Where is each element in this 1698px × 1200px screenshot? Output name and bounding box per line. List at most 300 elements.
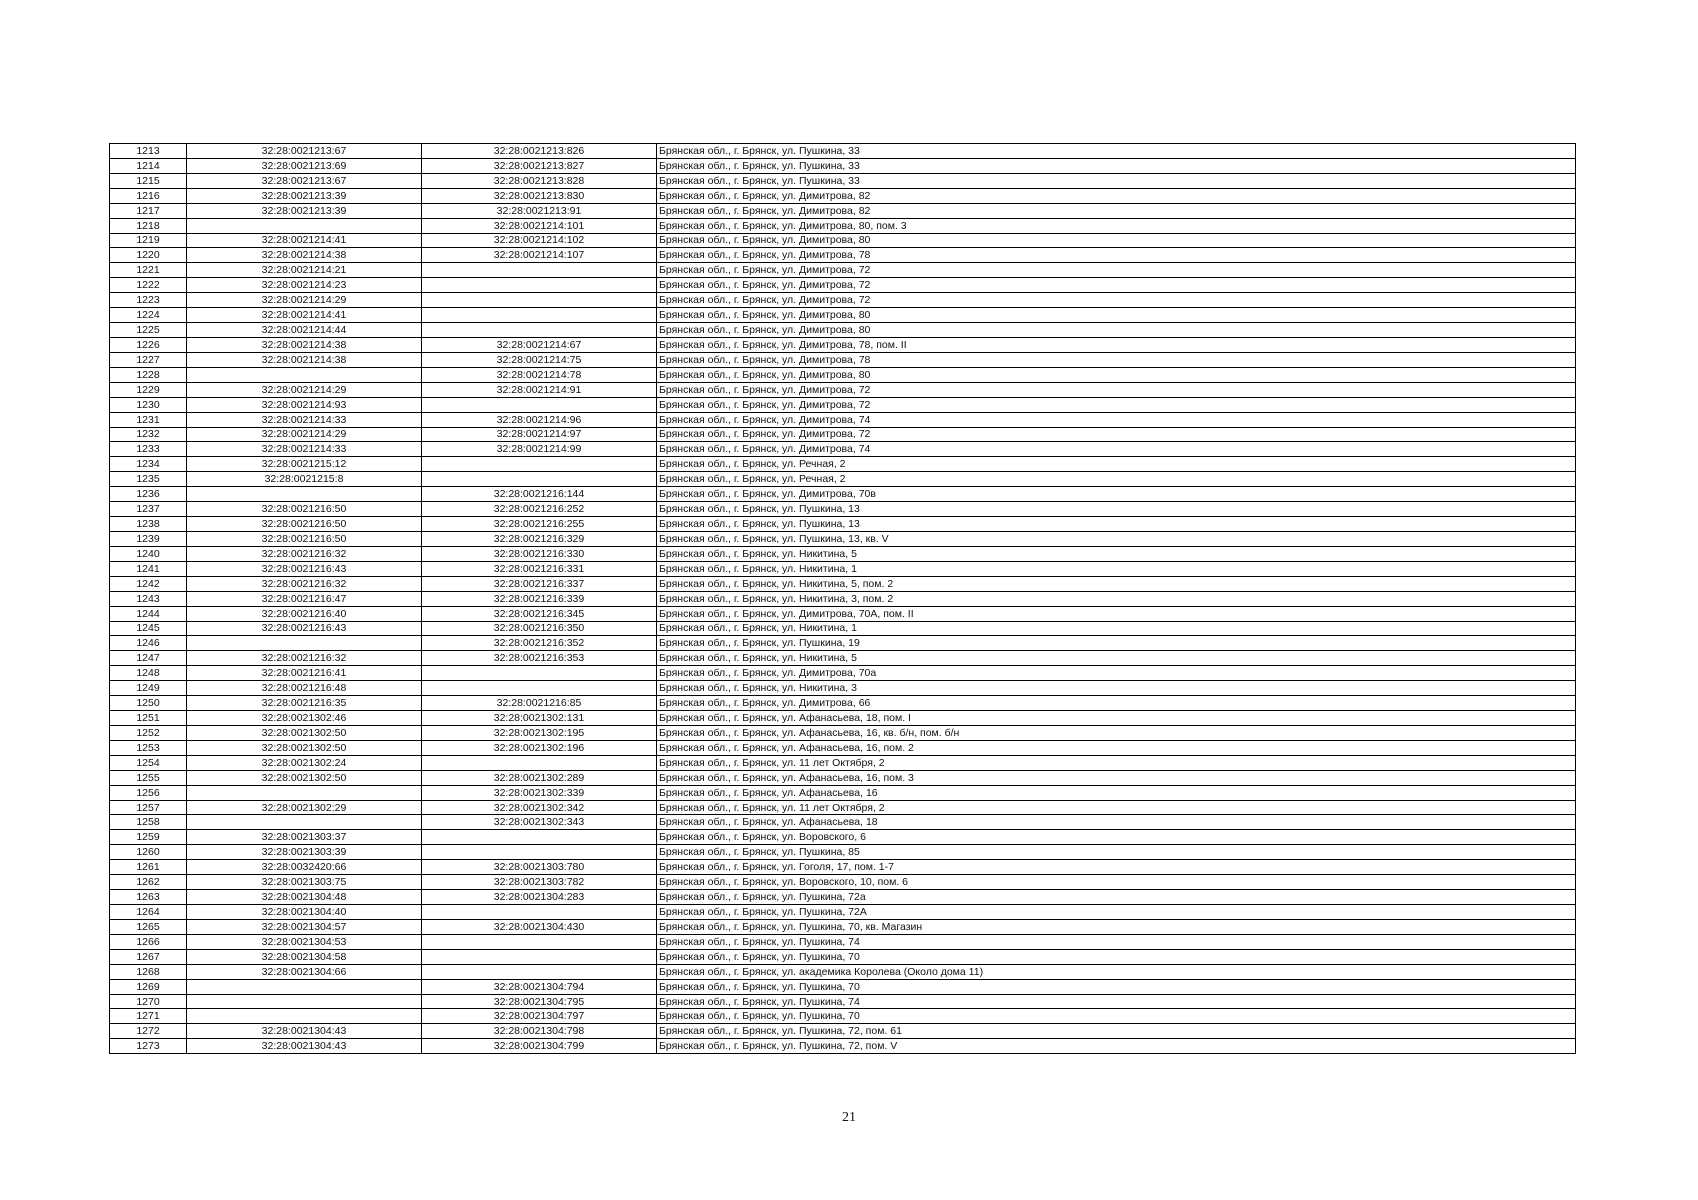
parcel-number-cell: 32:28:0021304:66 bbox=[187, 964, 422, 979]
parcel-number-cell: 32:28:0021214:44 bbox=[187, 323, 422, 338]
parcel-number-cell bbox=[187, 487, 422, 502]
table-row bbox=[110, 785, 1576, 800]
table-row bbox=[110, 487, 1576, 502]
parcel-number-cell: 32:28:0021216:32 bbox=[187, 576, 422, 591]
row-number-cell: 1252 bbox=[110, 725, 187, 740]
address-cell: Брянская обл., г. Брянск, ул. Пушкина, 13, кв. V bbox=[657, 531, 1576, 546]
table-row bbox=[110, 337, 1576, 352]
address-cell: Брянская обл., г. Брянск, ул. Пушкина, 74 bbox=[657, 994, 1576, 1009]
object-number-cell: 32:28:0021302:343 bbox=[422, 815, 657, 830]
object-number-cell: 32:28:0021216:345 bbox=[422, 606, 657, 621]
object-number-cell bbox=[422, 472, 657, 487]
address-cell: Брянская обл., г. Брянск, ул. Димитрова, 70а bbox=[657, 666, 1576, 681]
address-cell: Брянская обл., г. Брянск, ул. Димитрова, 70А, пом. II bbox=[657, 606, 1576, 621]
parcel-number-cell: 32:28:0021214:41 bbox=[187, 308, 422, 323]
object-number-cell: 32:28:0021214:67 bbox=[422, 337, 657, 352]
row-number-cell: 1233 bbox=[110, 442, 187, 457]
row-number-cell: 1271 bbox=[110, 1009, 187, 1024]
object-number-cell: 32:28:0021302:196 bbox=[422, 740, 657, 755]
parcel-number-cell: 32:28:0021214:33 bbox=[187, 412, 422, 427]
object-number-cell: 32:28:0021304:795 bbox=[422, 994, 657, 1009]
object-number-cell bbox=[422, 845, 657, 860]
address-cell: Брянская обл., г. Брянск, ул. Димитрова, 82 bbox=[657, 203, 1576, 218]
table-row bbox=[110, 233, 1576, 248]
table-row bbox=[110, 606, 1576, 621]
object-number-cell: 32:28:0021302:195 bbox=[422, 725, 657, 740]
object-number-cell bbox=[422, 934, 657, 949]
parcel-number-cell bbox=[187, 218, 422, 233]
table-row bbox=[110, 442, 1576, 457]
parcel-number-cell: 32:28:0021214:33 bbox=[187, 442, 422, 457]
parcel-number-cell: 32:28:0021302:24 bbox=[187, 755, 422, 770]
table-row bbox=[110, 800, 1576, 815]
parcel-number-cell bbox=[187, 994, 422, 1009]
address-cell: Брянская обл., г. Брянск, ул. Пушкина, 70, кв. Магазин bbox=[657, 919, 1576, 934]
address-cell: Брянская обл., г. Брянск, ул. Димитрова, 72 bbox=[657, 278, 1576, 293]
parcel-number-cell bbox=[187, 815, 422, 830]
address-cell: Брянская обл., г. Брянск, ул. Пушкина, 33 bbox=[657, 173, 1576, 188]
parcel-number-cell: 32:28:0021213:39 bbox=[187, 188, 422, 203]
row-number-cell: 1268 bbox=[110, 964, 187, 979]
row-number-cell: 1256 bbox=[110, 785, 187, 800]
address-cell: Брянская обл., г. Брянск, ул. Никитина, 5 bbox=[657, 651, 1576, 666]
object-number-cell: 32:28:0021214:102 bbox=[422, 233, 657, 248]
row-number-cell: 1225 bbox=[110, 323, 187, 338]
parcel-number-cell: 32:28:0021214:23 bbox=[187, 278, 422, 293]
address-cell: Брянская обл., г. Брянск, ул. Димитрова, 74 bbox=[657, 412, 1576, 427]
table-row bbox=[110, 591, 1576, 606]
address-cell: Брянская обл., г. Брянск, ул. Димитрова, 82 bbox=[657, 188, 1576, 203]
parcel-number-cell: 32:28:0021214:29 bbox=[187, 293, 422, 308]
address-cell: Брянская обл., г. Брянск, ул. Пушкина, 13 bbox=[657, 502, 1576, 517]
object-number-cell: 32:28:0021214:99 bbox=[422, 442, 657, 457]
object-number-cell: 32:28:0021214:96 bbox=[422, 412, 657, 427]
object-number-cell: 32:28:0021213:826 bbox=[422, 144, 657, 159]
row-number-cell: 1251 bbox=[110, 711, 187, 726]
parcel-number-cell: 32:28:0021304:40 bbox=[187, 905, 422, 920]
object-number-cell: 32:28:0021302:342 bbox=[422, 800, 657, 815]
object-number-cell: 32:28:0021216:329 bbox=[422, 531, 657, 546]
object-number-cell: 32:28:0021213:828 bbox=[422, 173, 657, 188]
row-number-cell: 1237 bbox=[110, 502, 187, 517]
address-cell: Брянская обл., г. Брянск, ул. Димитрова, 80 bbox=[657, 367, 1576, 382]
row-number-cell: 1239 bbox=[110, 531, 187, 546]
object-number-cell: 32:28:0021214:101 bbox=[422, 218, 657, 233]
object-number-cell: 32:28:0021304:283 bbox=[422, 890, 657, 905]
parcel-number-cell: 32:28:0021213:39 bbox=[187, 203, 422, 218]
address-cell: Брянская обл., г. Брянск, ул. Пушкина, 33 bbox=[657, 144, 1576, 159]
table-row bbox=[110, 651, 1576, 666]
row-number-cell: 1260 bbox=[110, 845, 187, 860]
table-row bbox=[110, 517, 1576, 532]
table-row bbox=[110, 323, 1576, 338]
row-number-cell: 1242 bbox=[110, 576, 187, 591]
object-number-cell bbox=[422, 949, 657, 964]
parcel-number-cell: 32:28:0021214:38 bbox=[187, 248, 422, 263]
table-row bbox=[110, 964, 1576, 979]
table-row bbox=[110, 815, 1576, 830]
table-body bbox=[110, 144, 1576, 1054]
row-number-cell: 1235 bbox=[110, 472, 187, 487]
address-cell: Брянская обл., г. Брянск, ул. 11 лет Октября, 2 bbox=[657, 800, 1576, 815]
row-number-cell: 1247 bbox=[110, 651, 187, 666]
table-row bbox=[110, 263, 1576, 278]
address-cell: Брянская обл., г. Брянск, ул. Пушкина, 72А bbox=[657, 905, 1576, 920]
table-row bbox=[110, 412, 1576, 427]
table-row bbox=[110, 770, 1576, 785]
parcel-number-cell: 32:28:0021214:38 bbox=[187, 352, 422, 367]
address-cell: Брянская обл., г. Брянск, ул. Никитина, 3 bbox=[657, 681, 1576, 696]
parcel-number-cell: 32:28:0021216:48 bbox=[187, 681, 422, 696]
parcel-number-cell: 32:28:0021216:43 bbox=[187, 561, 422, 576]
object-number-cell: 32:28:0021303:780 bbox=[422, 860, 657, 875]
row-number-cell: 1221 bbox=[110, 263, 187, 278]
address-cell: Брянская обл., г. Брянск, ул. Димитрова, 72 bbox=[657, 263, 1576, 278]
address-cell: Брянская обл., г. Брянск, ул. Димитрова, 72 bbox=[657, 382, 1576, 397]
row-number-cell: 1263 bbox=[110, 890, 187, 905]
row-number-cell: 1266 bbox=[110, 934, 187, 949]
table-row bbox=[110, 1009, 1576, 1024]
row-number-cell: 1214 bbox=[110, 158, 187, 173]
parcel-number-cell: 32:28:0021216:40 bbox=[187, 606, 422, 621]
table-row bbox=[110, 740, 1576, 755]
parcel-number-cell: 32:28:0021304:43 bbox=[187, 1024, 422, 1039]
row-number-cell: 1272 bbox=[110, 1024, 187, 1039]
address-cell: Брянская обл., г. Брянск, ул. академика Королева (Около дома 11) bbox=[657, 964, 1576, 979]
row-number-cell: 1262 bbox=[110, 875, 187, 890]
table-row bbox=[110, 845, 1576, 860]
parcel-number-cell: 32:28:0021216:50 bbox=[187, 517, 422, 532]
row-number-cell: 1238 bbox=[110, 517, 187, 532]
parcel-number-cell: 32:28:0021302:50 bbox=[187, 740, 422, 755]
address-cell: Брянская обл., г. Брянск, ул. Афанасьева, 16, пом. 3 bbox=[657, 770, 1576, 785]
table-row bbox=[110, 308, 1576, 323]
object-number-cell: 32:28:0021216:252 bbox=[422, 502, 657, 517]
parcel-number-cell: 32:28:0021214:21 bbox=[187, 263, 422, 278]
table-row bbox=[110, 397, 1576, 412]
table-row bbox=[110, 293, 1576, 308]
table-row bbox=[110, 830, 1576, 845]
object-number-cell bbox=[422, 457, 657, 472]
parcel-number-cell bbox=[187, 979, 422, 994]
table-row bbox=[110, 472, 1576, 487]
object-number-cell: 32:28:0021213:827 bbox=[422, 158, 657, 173]
object-number-cell: 32:28:0021304:794 bbox=[422, 979, 657, 994]
parcel-number-cell bbox=[187, 1009, 422, 1024]
row-number-cell: 1218 bbox=[110, 218, 187, 233]
object-number-cell bbox=[422, 666, 657, 681]
table-row bbox=[110, 1039, 1576, 1054]
row-number-cell: 1224 bbox=[110, 308, 187, 323]
address-cell: Брянская обл., г. Брянск, ул. Афанасьева, 16 bbox=[657, 785, 1576, 800]
table-row bbox=[110, 994, 1576, 1009]
parcel-number-cell bbox=[187, 367, 422, 382]
parcel-number-cell: 32:28:0021214:93 bbox=[187, 397, 422, 412]
parcel-number-cell: 32:28:0021216:35 bbox=[187, 696, 422, 711]
row-number-cell: 1258 bbox=[110, 815, 187, 830]
row-number-cell: 1223 bbox=[110, 293, 187, 308]
row-number-cell: 1241 bbox=[110, 561, 187, 576]
parcel-number-cell: 32:28:0021213:69 bbox=[187, 158, 422, 173]
row-number-cell: 1226 bbox=[110, 337, 187, 352]
row-number-cell: 1228 bbox=[110, 367, 187, 382]
page-number: 21 bbox=[842, 1110, 856, 1125]
object-number-cell: 32:28:0021304:430 bbox=[422, 919, 657, 934]
table-row bbox=[110, 203, 1576, 218]
address-cell: Брянская обл., г. Брянск, ул. Никитина, 5, пом. 2 bbox=[657, 576, 1576, 591]
address-cell: Брянская обл., г. Брянск, ул. Пушкина, 70 bbox=[657, 1009, 1576, 1024]
address-cell: Брянская обл., г. Брянск, ул. Пушкина, 19 bbox=[657, 636, 1576, 651]
parcel-number-cell: 32:28:0021214:41 bbox=[187, 233, 422, 248]
parcel-number-cell: 32:28:0032420:66 bbox=[187, 860, 422, 875]
parcel-number-cell: 32:28:0021214:29 bbox=[187, 382, 422, 397]
address-cell: Брянская обл., г. Брянск, ул. Никитина, 1 bbox=[657, 621, 1576, 636]
object-number-cell: 32:28:0021302:289 bbox=[422, 770, 657, 785]
row-number-cell: 1264 bbox=[110, 905, 187, 920]
row-number-cell: 1227 bbox=[110, 352, 187, 367]
parcel-number-cell: 32:28:0021303:37 bbox=[187, 830, 422, 845]
object-number-cell: 32:28:0021304:799 bbox=[422, 1039, 657, 1054]
table-row bbox=[110, 158, 1576, 173]
object-number-cell: 32:28:0021302:131 bbox=[422, 711, 657, 726]
parcel-number-cell bbox=[187, 785, 422, 800]
object-number-cell: 32:28:0021214:78 bbox=[422, 367, 657, 382]
parcel-number-cell: 32:28:0021216:50 bbox=[187, 502, 422, 517]
row-number-cell: 1236 bbox=[110, 487, 187, 502]
table-row bbox=[110, 860, 1576, 875]
object-number-cell: 32:28:0021304:798 bbox=[422, 1024, 657, 1039]
row-number-cell: 1232 bbox=[110, 427, 187, 442]
address-cell: Брянская обл., г. Брянск, ул. Пушкина, 70 bbox=[657, 949, 1576, 964]
table-row bbox=[110, 367, 1576, 382]
table-row bbox=[110, 875, 1576, 890]
object-number-cell bbox=[422, 681, 657, 696]
object-number-cell: 32:28:0021214:75 bbox=[422, 352, 657, 367]
address-cell: Брянская обл., г. Брянск, ул. Гоголя, 17, пом. 1-7 bbox=[657, 860, 1576, 875]
address-cell: Брянская обл., г. Брянск, ул. Речная, 2 bbox=[657, 457, 1576, 472]
address-cell: Брянская обл., г. Брянск, ул. Никитина, 5 bbox=[657, 546, 1576, 561]
parcel-number-cell: 32:28:0021213:67 bbox=[187, 144, 422, 159]
address-cell: Брянская обл., г. Брянск, ул. Димитрова, 74 bbox=[657, 442, 1576, 457]
address-cell: Брянская обл., г. Брянск, ул. Пушкина, 72а bbox=[657, 890, 1576, 905]
address-cell: Брянская обл., г. Брянск, ул. Никитина, 1 bbox=[657, 561, 1576, 576]
address-cell: Брянская обл., г. Брянск, ул. Пушкина, 33 bbox=[657, 158, 1576, 173]
object-number-cell: 32:28:0021216:353 bbox=[422, 651, 657, 666]
address-cell: Брянская обл., г. Брянск, ул. Воровского, 10, пом. 6 bbox=[657, 875, 1576, 890]
parcel-number-cell: 32:28:0021304:43 bbox=[187, 1039, 422, 1054]
row-number-cell: 1273 bbox=[110, 1039, 187, 1054]
address-cell: Брянская обл., г. Брянск, ул. Никитина, 3, пом. 2 bbox=[657, 591, 1576, 606]
object-number-cell: 32:28:0021214:107 bbox=[422, 248, 657, 263]
object-number-cell bbox=[422, 755, 657, 770]
parcel-number-cell: 32:28:0021302:29 bbox=[187, 800, 422, 815]
object-number-cell bbox=[422, 308, 657, 323]
object-number-cell: 32:28:0021304:797 bbox=[422, 1009, 657, 1024]
table-row bbox=[110, 576, 1576, 591]
address-cell: Брянская обл., г. Брянск, ул. Димитрова, 66 bbox=[657, 696, 1576, 711]
row-number-cell: 1248 bbox=[110, 666, 187, 681]
address-cell: Брянская обл., г. Брянск, ул. Пушкина, 85 bbox=[657, 845, 1576, 860]
row-number-cell: 1267 bbox=[110, 949, 187, 964]
table-row bbox=[110, 1024, 1576, 1039]
table-row bbox=[110, 636, 1576, 651]
row-number-cell: 1257 bbox=[110, 800, 187, 815]
object-number-cell bbox=[422, 263, 657, 278]
address-cell: Брянская обл., г. Брянск, ул. Афанасьева, 16, пом. 2 bbox=[657, 740, 1576, 755]
address-cell: Брянская обл., г. Брянск, ул. Димитрова, 78 bbox=[657, 352, 1576, 367]
row-number-cell: 1230 bbox=[110, 397, 187, 412]
table-row bbox=[110, 173, 1576, 188]
object-number-cell: 32:28:0021214:97 bbox=[422, 427, 657, 442]
parcel-number-cell: 32:28:0021304:57 bbox=[187, 919, 422, 934]
address-cell: Брянская обл., г. Брянск, ул. 11 лет Октября, 2 bbox=[657, 755, 1576, 770]
row-number-cell: 1269 bbox=[110, 979, 187, 994]
row-number-cell: 1244 bbox=[110, 606, 187, 621]
table-row bbox=[110, 890, 1576, 905]
parcel-number-cell: 32:28:0021304:48 bbox=[187, 890, 422, 905]
table-row bbox=[110, 919, 1576, 934]
row-number-cell: 1222 bbox=[110, 278, 187, 293]
object-number-cell bbox=[422, 830, 657, 845]
object-number-cell bbox=[422, 905, 657, 920]
row-number-cell: 1220 bbox=[110, 248, 187, 263]
parcel-number-cell: 32:28:0021214:38 bbox=[187, 337, 422, 352]
object-number-cell: 32:28:0021303:782 bbox=[422, 875, 657, 890]
address-cell: Брянская обл., г. Брянск, ул. Димитрова, 72 bbox=[657, 427, 1576, 442]
parcel-number-cell: 32:28:0021302:50 bbox=[187, 770, 422, 785]
parcel-number-cell: 32:28:0021216:32 bbox=[187, 651, 422, 666]
table-row bbox=[110, 278, 1576, 293]
table-row bbox=[110, 696, 1576, 711]
table-row bbox=[110, 934, 1576, 949]
object-number-cell bbox=[422, 964, 657, 979]
table-row bbox=[110, 218, 1576, 233]
object-number-cell: 32:28:0021302:339 bbox=[422, 785, 657, 800]
address-cell: Брянская обл., г. Брянск, ул. Димитрова, 72 bbox=[657, 293, 1576, 308]
row-number-cell: 1240 bbox=[110, 546, 187, 561]
address-cell: Брянская обл., г. Брянск, ул. Пушкина, 70 bbox=[657, 979, 1576, 994]
table-row bbox=[110, 502, 1576, 517]
parcel-number-cell: 32:28:0021216:41 bbox=[187, 666, 422, 681]
object-number-cell bbox=[422, 293, 657, 308]
row-number-cell: 1246 bbox=[110, 636, 187, 651]
parcel-number-cell: 32:28:0021302:50 bbox=[187, 725, 422, 740]
row-number-cell: 1219 bbox=[110, 233, 187, 248]
table-row bbox=[110, 561, 1576, 576]
row-number-cell: 1245 bbox=[110, 621, 187, 636]
object-number-cell: 32:28:0021214:91 bbox=[422, 382, 657, 397]
address-cell: Брянская обл., г. Брянск, ул. Димитрова, 80 bbox=[657, 323, 1576, 338]
row-number-cell: 1243 bbox=[110, 591, 187, 606]
parcel-number-cell: 32:28:0021216:43 bbox=[187, 621, 422, 636]
object-number-cell: 32:28:0021216:352 bbox=[422, 636, 657, 651]
object-number-cell: 32:28:0021216:330 bbox=[422, 546, 657, 561]
row-number-cell: 1261 bbox=[110, 860, 187, 875]
table-row bbox=[110, 144, 1576, 159]
table-row bbox=[110, 725, 1576, 740]
address-cell: Брянская обл., г. Брянск, ул. Речная, 2 bbox=[657, 472, 1576, 487]
address-cell: Брянская обл., г. Брянск, ул. Димитрова, 70в bbox=[657, 487, 1576, 502]
address-cell: Брянская обл., г. Брянск, ул. Димитрова, 80 bbox=[657, 308, 1576, 323]
table-row bbox=[110, 248, 1576, 263]
address-cell: Брянская обл., г. Брянск, ул. Пушкина, 72, пом. 61 bbox=[657, 1024, 1576, 1039]
table-row bbox=[110, 382, 1576, 397]
object-number-cell: 32:28:0021216:337 bbox=[422, 576, 657, 591]
row-number-cell: 1249 bbox=[110, 681, 187, 696]
row-number-cell: 1216 bbox=[110, 188, 187, 203]
object-number-cell bbox=[422, 397, 657, 412]
row-number-cell: 1259 bbox=[110, 830, 187, 845]
parcel-number-cell: 32:28:0021216:50 bbox=[187, 531, 422, 546]
row-number-cell: 1255 bbox=[110, 770, 187, 785]
table-row bbox=[110, 188, 1576, 203]
row-number-cell: 1215 bbox=[110, 173, 187, 188]
parcel-number-cell: 32:28:0021216:47 bbox=[187, 591, 422, 606]
row-number-cell: 1217 bbox=[110, 203, 187, 218]
parcel-number-cell: 32:28:0021216:32 bbox=[187, 546, 422, 561]
table-row bbox=[110, 905, 1576, 920]
address-cell: Брянская обл., г. Брянск, ул. Афанасьева, 16, кв. б/н, пом. б/н bbox=[657, 725, 1576, 740]
object-number-cell bbox=[422, 323, 657, 338]
object-number-cell: 32:28:0021216:331 bbox=[422, 561, 657, 576]
parcel-number-cell: 32:28:0021304:58 bbox=[187, 949, 422, 964]
parcel-number-cell: 32:28:0021215:12 bbox=[187, 457, 422, 472]
address-cell: Брянская обл., г. Брянск, ул. Пушкина, 13 bbox=[657, 517, 1576, 532]
address-cell: Брянская обл., г. Брянск, ул. Димитрова, 72 bbox=[657, 397, 1576, 412]
table-row bbox=[110, 755, 1576, 770]
object-number-cell: 32:28:0021213:830 bbox=[422, 188, 657, 203]
row-number-cell: 1234 bbox=[110, 457, 187, 472]
table-row bbox=[110, 457, 1576, 472]
object-number-cell: 32:28:0021216:339 bbox=[422, 591, 657, 606]
cadastral-table bbox=[109, 143, 1576, 1054]
object-number-cell: 32:28:0021213:91 bbox=[422, 203, 657, 218]
table-row bbox=[110, 531, 1576, 546]
row-number-cell: 1254 bbox=[110, 755, 187, 770]
row-number-cell: 1265 bbox=[110, 919, 187, 934]
parcel-number-cell: 32:28:0021304:53 bbox=[187, 934, 422, 949]
parcel-number-cell: 32:28:0021303:39 bbox=[187, 845, 422, 860]
address-cell: Брянская обл., г. Брянск, ул. Димитрова, 78, пом. II bbox=[657, 337, 1576, 352]
row-number-cell: 1229 bbox=[110, 382, 187, 397]
row-number-cell: 1253 bbox=[110, 740, 187, 755]
table-row bbox=[110, 621, 1576, 636]
table-row bbox=[110, 666, 1576, 681]
object-number-cell: 32:28:0021216:255 bbox=[422, 517, 657, 532]
address-cell: Брянская обл., г. Брянск, ул. Афанасьева, 18 bbox=[657, 815, 1576, 830]
address-cell: Брянская обл., г. Брянск, ул. Димитрова, 80 bbox=[657, 233, 1576, 248]
row-number-cell: 1213 bbox=[110, 144, 187, 159]
table-row bbox=[110, 979, 1576, 994]
row-number-cell: 1250 bbox=[110, 696, 187, 711]
address-cell: Брянская обл., г. Брянск, ул. Пушкина, 72, пом. V bbox=[657, 1039, 1576, 1054]
row-number-cell: 1270 bbox=[110, 994, 187, 1009]
table-row bbox=[110, 546, 1576, 561]
table-row bbox=[110, 427, 1576, 442]
row-number-cell: 1231 bbox=[110, 412, 187, 427]
object-number-cell: 32:28:0021216:85 bbox=[422, 696, 657, 711]
address-cell: Брянская обл., г. Брянск, ул. Афанасьева, 18, пом. I bbox=[657, 711, 1576, 726]
address-cell: Брянская обл., г. Брянск, ул. Пушкина, 74 bbox=[657, 934, 1576, 949]
object-number-cell: 32:28:0021216:144 bbox=[422, 487, 657, 502]
table-row bbox=[110, 681, 1576, 696]
address-cell: Брянская обл., г. Брянск, ул. Воровского, 6 bbox=[657, 830, 1576, 845]
parcel-number-cell: 32:28:0021213:67 bbox=[187, 173, 422, 188]
parcel-number-cell: 32:28:0021302:46 bbox=[187, 711, 422, 726]
address-cell: Брянская обл., г. Брянск, ул. Димитрова, 78 bbox=[657, 248, 1576, 263]
parcel-number-cell: 32:28:0021214:29 bbox=[187, 427, 422, 442]
parcel-number-cell: 32:28:0021303:75 bbox=[187, 875, 422, 890]
